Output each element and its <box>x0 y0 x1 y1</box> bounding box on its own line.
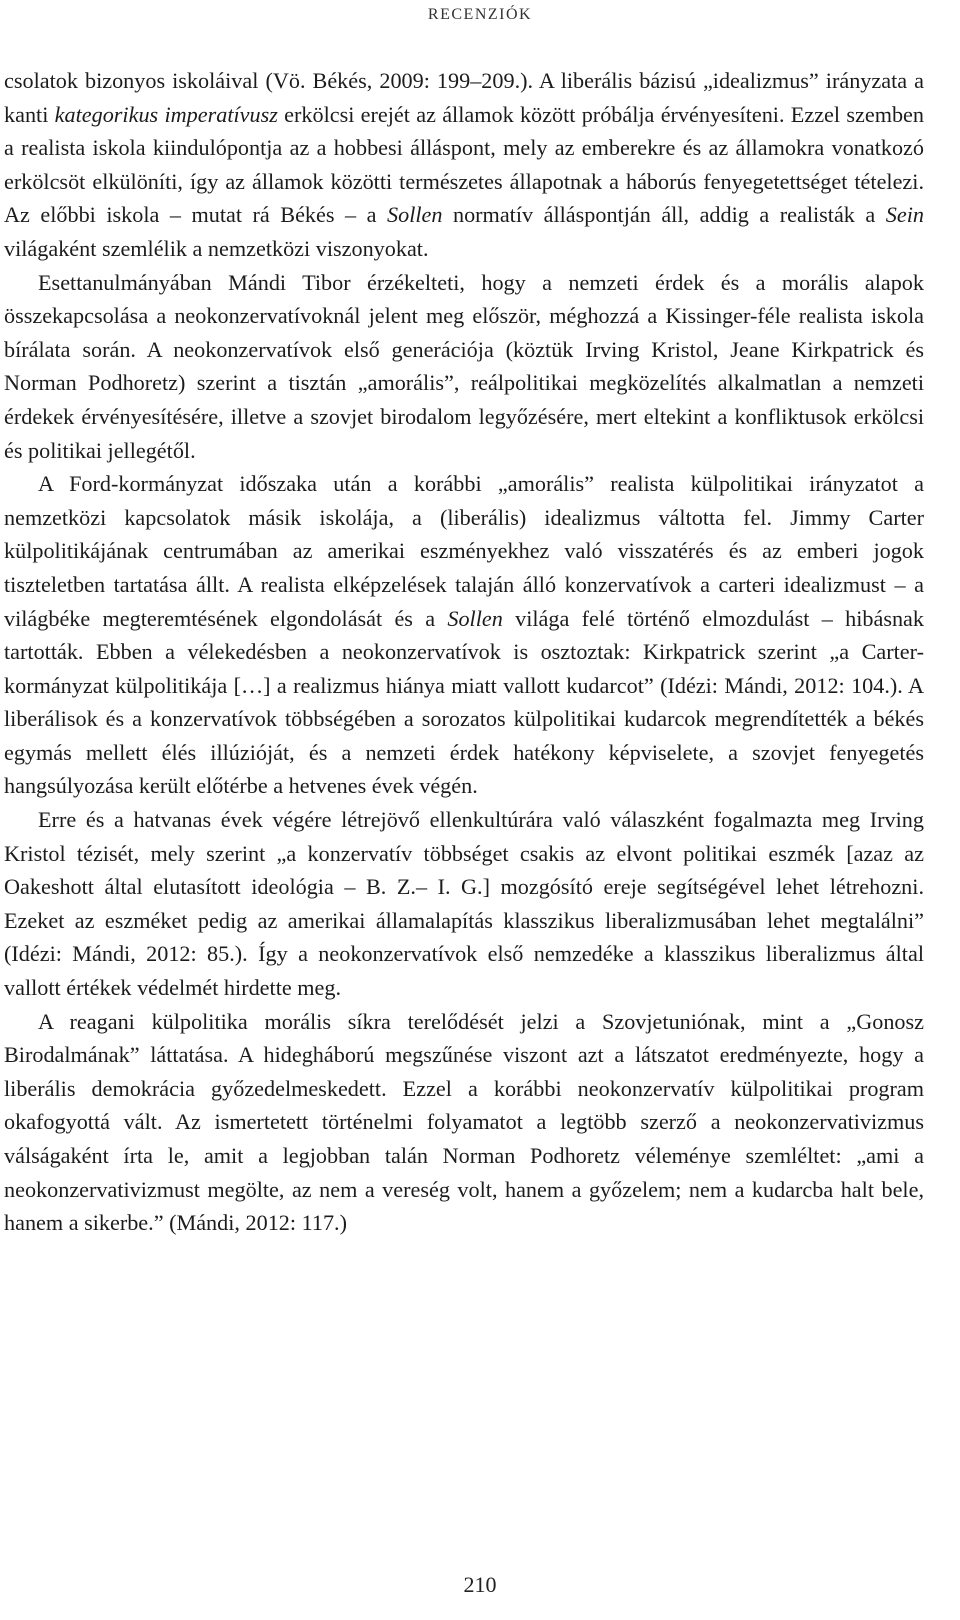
page-number: 210 <box>463 1572 497 1597</box>
text-run: Erre és a hatvanas évek végére létrejövő ellenkultúrára való válaszként fogalmazta meg Irving Kristol tézisét, mely szerint „a konzervatív többséget csakis az elvont politikai eszmék [azaz az Oakeshott által elutasított ideológia – B. Z.– I. G.] mozgósító ereje segítségével lehet létrehozni. Ezeket az eszméket pedig az amerikai államalapítás klasszikus liberalizmusában lehet megtalálni” (Idézi: Mándi, 2012: 85.). Így a neokonzervatívok első nemzedéke a klasszikus liberalizmus által vallott értékek védelmét hirdette meg. <box>4 807 924 1001</box>
paragraph-1 <box>4 64 924 266</box>
text-run: A reagani külpolitika morális síkra terelődését jelzi a Szovjetuniónak, mint a „Gonosz Birodalmának” láttatása. A hidegháború megszűnése viszont azt a látszatot eredményezte, hogy a liberális demokrácia győzedelmeskedett. Ezzel a korábbi neokonzervatív külpolitikai program okafogyottá vált. Az ismertetett történelmi folyamatot a legtöbb szerző a neokonzervativizmus válságaként írta le, amit a legjobban talán Norman Podhoretz véleménye szemléltet: „ami a neokonzervativizmust megölte, az nem a vereség volt, hanem a győzelem; nem a kudarcba halt bele, hanem a sikerbe.” (Mándi, 2012: 117.) <box>4 1008 924 1236</box>
text-run: Esettanulmányában Mándi Tibor érzékelteti, hogy a nemzeti érdek és a morális alapok összekapcsolása a neokonzervatívoknál jelent meg először, méghozzá a Kissinger-féle realista iskola bírálata során. A neokonzervatívok első generációja (köztük Irving Kristol, Jeane Kirkpatrick és Norman Podhoretz) szerint a tisztán „amorális”, reálpolitikai megközelítés alkalmatlan a nemzeti érdekek érvényesítésére, illetve a szovjet birodalom legyőzésére, mert eltekint a konfliktusok erkölcsi és politikai jellegétől. <box>4 269 924 463</box>
running-head-title: RECENZIÓK <box>427 6 533 23</box>
paragraph-2 <box>4 266 924 468</box>
text-run: erkölcsi erejét az államok között próbálja érvényesíteni. Ezzel szemben a realista iskola kiindulópontja az a hobbesi álláspont, mely az emberekre és az államokra vonatkozó erkölcsöt elkülöníti, így az államok közötti természetes állapotnak a háborús fenyegetettséget tételezi. Az előbbi iskola – mutat rá Békés – a <box>4 101 924 228</box>
text-run: világa felé történő elmozdulást – hibásnak tartották. Ebben a vélekedésben a neokonzervatívok is osztoztak: Kirkpatrick szerint „a Carter-kormányzat külpolitikája […] a realizmus hiánya miatt vallott kudarcot” (Idézi: Mándi, 2012: 104.). A liberálisok és a konzervatívok többségében a sorozatos külpolitikai kudarcok megrendítették a békés egymás mellett élés illúzióját, és a nemzeti érdek hatékony képviselete, a szovjet fenyegetés hangsúlyozása került előtérbe a hetvenes évek végén. <box>4 605 924 799</box>
paragraph-5 <box>4 1005 924 1240</box>
text-run: normatív álláspontján áll, addig a realisták a <box>442 202 886 228</box>
italic-term: Sein <box>885 202 924 228</box>
text-run: világaként szemlélik a nemzetközi viszonyokat. <box>4 235 429 261</box>
italic-term: Sollen <box>447 605 503 631</box>
body-text <box>4 64 924 1240</box>
text-run: csolatok bizonyos iskoláival (Vö. Békés, 2009: 199–209.). A liberális bázisú „idealizmus” irányzata a kanti <box>4 68 924 127</box>
paragraph-4 <box>4 803 924 1005</box>
paragraph-3 <box>4 467 924 803</box>
italic-term: Sollen <box>387 202 443 228</box>
italic-term: kategorikus imperatívusz <box>54 101 278 127</box>
text-run: A Ford-kormányzat időszaka után a korábbi „amorális” realista külpolitikai irányzatot a nemzetközi kapcsolatok másik iskolája, a (liberális) idealizmus váltotta fel. Jimmy Carter külpolitikájának centrumában az amerikai eszményekhez való visszatérés és az emberi jogok tiszteletben tartatása állt. A realista elképzelések talaján álló konzervatívok a carteri idealizmust – a világbéke megteremtésének elgondolását és a <box>4 471 924 631</box>
